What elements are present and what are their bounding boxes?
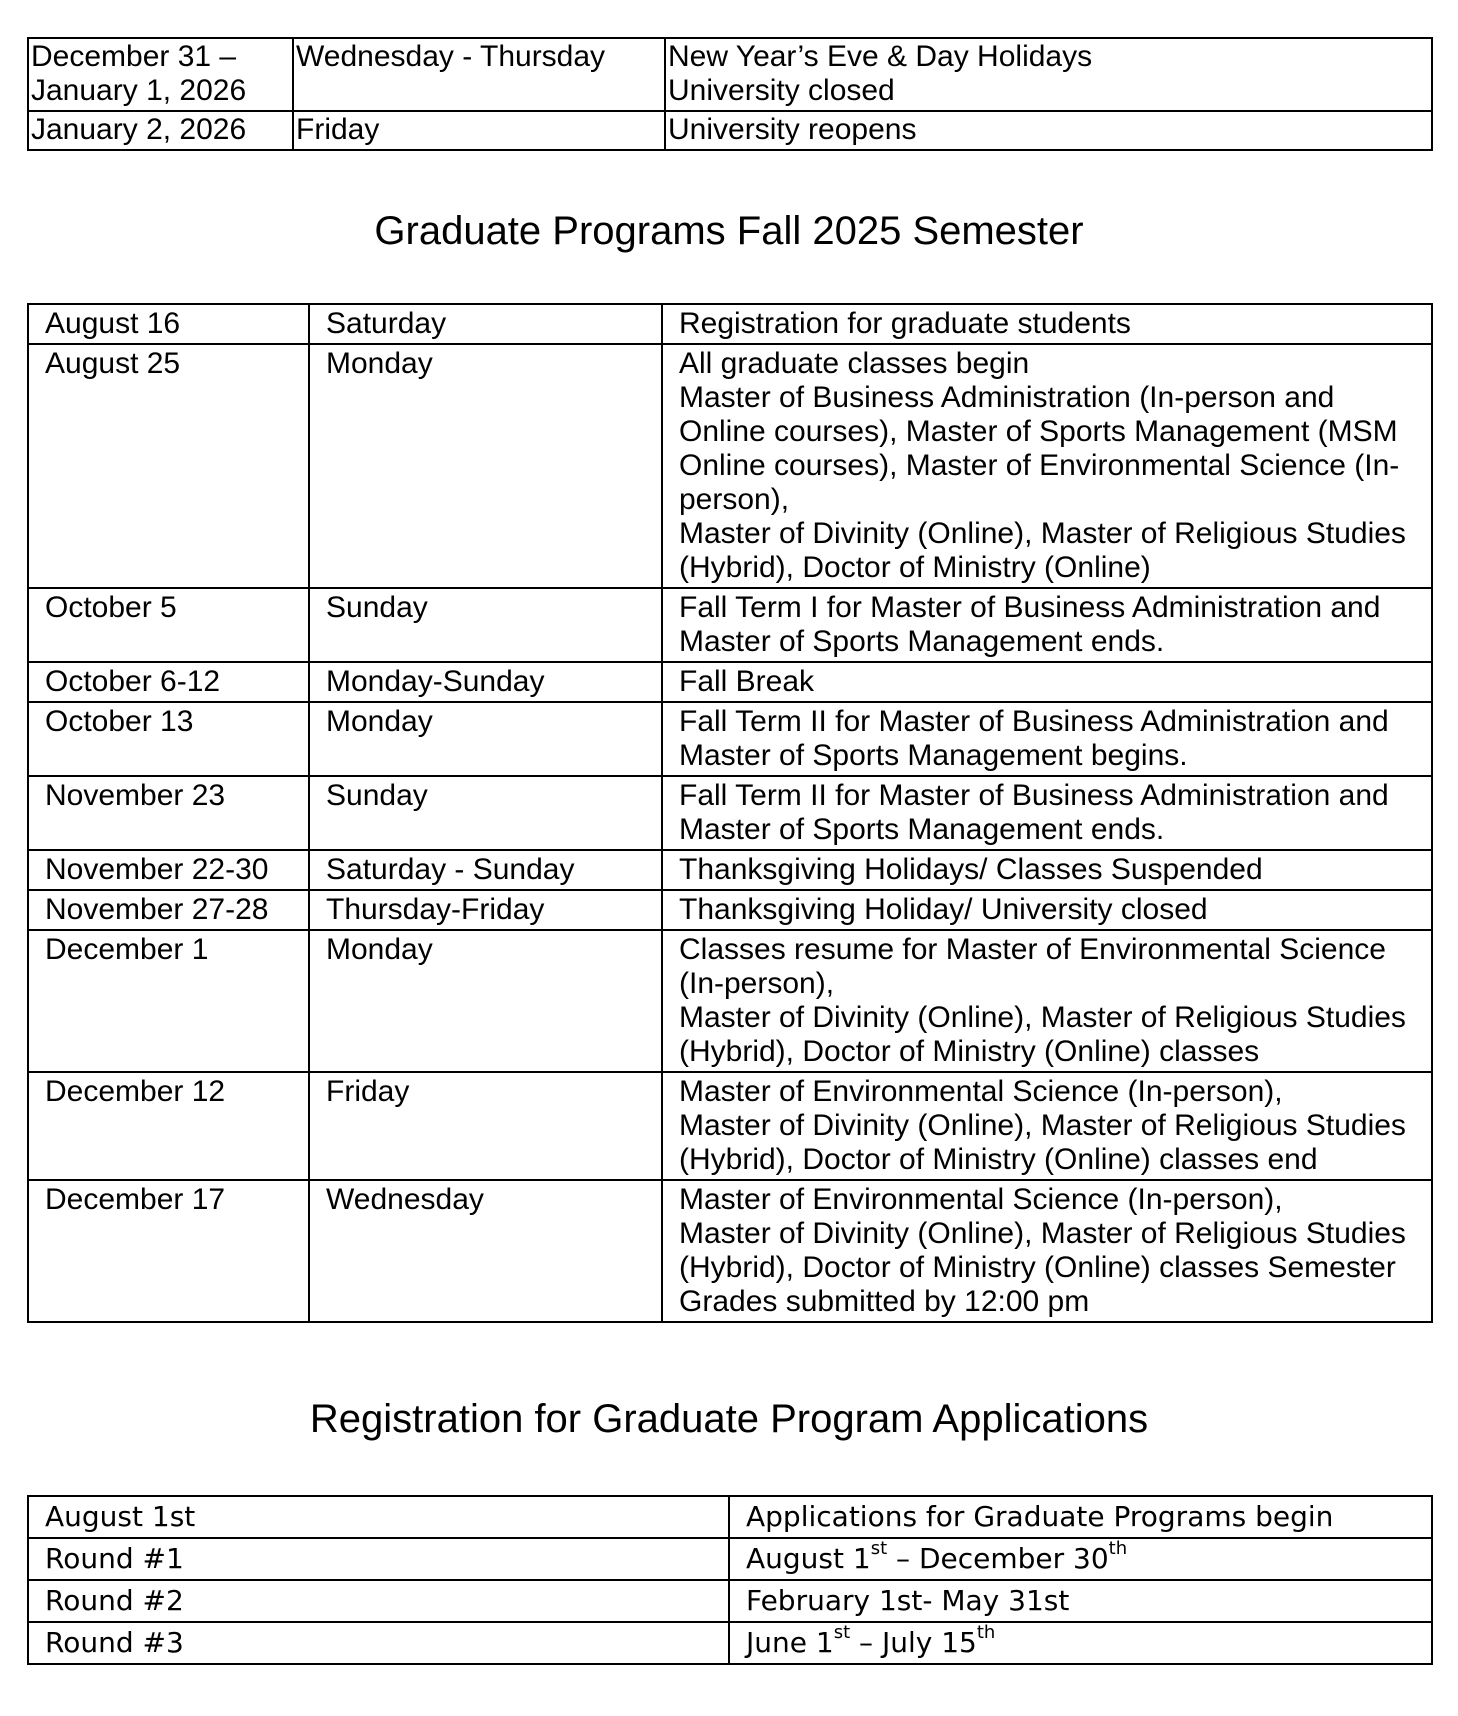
fall-row bbox=[28, 702, 1432, 776]
fall-day-cell: Saturday - Sunday bbox=[309, 850, 662, 890]
applications-title: Registration for Graduate Program Applications bbox=[309, 1397, 1149, 1441]
application-label-cell: Round #2 bbox=[28, 1580, 729, 1622]
fall-date-cell: November 27-28 bbox=[28, 890, 309, 930]
holiday-date-line: January 1, 2026 bbox=[31, 74, 247, 107]
fall-date-cell: December 17 bbox=[28, 1180, 309, 1322]
application-value-cell bbox=[729, 1538, 1432, 1580]
fall-desc-line: Thanksgiving Holidays/ Classes Suspended bbox=[679, 853, 1263, 886]
fall-date-cell: October 5 bbox=[28, 588, 309, 662]
holiday-row bbox=[28, 111, 1432, 150]
fall-row bbox=[28, 304, 1432, 344]
application-value-cell bbox=[729, 1622, 1432, 1664]
fall-desc-cell bbox=[662, 890, 1432, 930]
fall-desc-line: Master of Divinity (Online), Master of Religious Studies (Hybrid), Doctor of Ministry (Online) classes end bbox=[679, 1109, 1406, 1176]
fall-day-cell: Monday bbox=[309, 344, 662, 588]
fall-row bbox=[28, 850, 1432, 890]
fall-desc-cell bbox=[662, 304, 1432, 344]
fall-date-cell: August 16 bbox=[28, 304, 309, 344]
application-value-text: – December 30 bbox=[887, 1542, 1109, 1575]
fall-desc-line: All graduate classes begin bbox=[679, 347, 1030, 380]
fall-desc-line: Fall Break bbox=[679, 665, 815, 698]
application-row bbox=[28, 1622, 1432, 1664]
holiday-date-line: December 31 – bbox=[31, 40, 237, 73]
ordinal-suffix: st bbox=[870, 1537, 888, 1559]
application-value-text: June 1 bbox=[746, 1626, 834, 1659]
holiday-desc-cell bbox=[665, 38, 1432, 111]
fall-day-cell: Sunday bbox=[309, 588, 662, 662]
application-value-text: – July 15 bbox=[850, 1626, 977, 1659]
application-row bbox=[28, 1580, 1432, 1622]
fall-day-cell: Sunday bbox=[309, 776, 662, 850]
fall-semester-table bbox=[27, 303, 1433, 1323]
fall-desc-line: Master of Business Administration (In-person and Online courses), Master of Sports Management (MSM Online courses), Master of Environmental Science (In-person), bbox=[679, 381, 1400, 516]
fall-day-cell: Thursday-Friday bbox=[309, 890, 662, 930]
application-row bbox=[28, 1496, 1432, 1538]
application-label-cell: August 1st bbox=[28, 1496, 729, 1538]
fall-desc-line: Fall Term I for Master of Business Administration and Master of Sports Management ends. bbox=[679, 591, 1381, 658]
fall-desc-line: Master of Divinity (Online), Master of Religious Studies (Hybrid), Doctor of Ministry (Online) classes Semester Grades submitted by 12:00 pm bbox=[679, 1217, 1406, 1318]
holiday-desc-line: University reopens bbox=[668, 113, 917, 146]
fall-row bbox=[28, 930, 1432, 1072]
fall-desc-line: Master of Environmental Science (In-person), bbox=[679, 1183, 1283, 1216]
fall-day-cell: Friday bbox=[309, 1072, 662, 1180]
holiday-date-line: January 2, 2026 bbox=[31, 113, 247, 146]
fall-desc-cell bbox=[662, 1072, 1432, 1180]
fall-desc-line: Master of Divinity (Online), Master of Religious Studies (Hybrid), Doctor of Ministry (Online) bbox=[679, 517, 1406, 584]
holiday-day-cell: Wednesday - Thursday bbox=[293, 38, 665, 111]
fall-desc-line: Classes resume for Master of Environmental Science (In-person), bbox=[679, 933, 1386, 1000]
holiday-table bbox=[27, 37, 1433, 151]
ordinal-suffix: st bbox=[833, 1621, 851, 1643]
fall-row bbox=[28, 588, 1432, 662]
fall-day-cell: Saturday bbox=[309, 304, 662, 344]
holiday-date-cell bbox=[28, 38, 293, 111]
application-row bbox=[28, 1538, 1432, 1580]
holiday-day-cell: Friday bbox=[293, 111, 665, 150]
ordinal-suffix: th bbox=[1108, 1537, 1128, 1559]
fall-date-cell: October 13 bbox=[28, 702, 309, 776]
fall-desc-cell bbox=[662, 344, 1432, 588]
holiday-date-cell bbox=[28, 111, 293, 150]
fall-date-cell: November 22-30 bbox=[28, 850, 309, 890]
fall-row bbox=[28, 344, 1432, 588]
holiday-desc-line: New Year’s Eve & Day Holidays bbox=[668, 40, 1093, 73]
fall-row bbox=[28, 890, 1432, 930]
application-value-cell bbox=[729, 1496, 1432, 1538]
fall-desc-cell bbox=[662, 850, 1432, 890]
fall-desc-cell bbox=[662, 662, 1432, 702]
fall-desc-line: Thanksgiving Holiday/ University closed bbox=[679, 893, 1208, 926]
application-label-cell: Round #3 bbox=[28, 1622, 729, 1664]
holiday-desc-line: University closed bbox=[668, 74, 895, 107]
fall-desc-line: Master of Divinity (Online), Master of Religious Studies (Hybrid), Doctor of Ministry (Online) classes bbox=[679, 1001, 1406, 1068]
fall-date-cell: August 25 bbox=[28, 344, 309, 588]
fall-date-cell: October 6-12 bbox=[28, 662, 309, 702]
fall-semester-table-body bbox=[28, 304, 1432, 1322]
fall-desc-line: Fall Term II for Master of Business Administration and Master of Sports Management begins. bbox=[679, 705, 1389, 772]
ordinal-suffix: th bbox=[976, 1621, 996, 1643]
fall-desc-line: Registration for graduate students bbox=[679, 307, 1131, 340]
fall-row bbox=[28, 662, 1432, 702]
holiday-desc-cell bbox=[665, 111, 1432, 150]
fall-date-cell: November 23 bbox=[28, 776, 309, 850]
holiday-table-body bbox=[28, 38, 1432, 150]
fall-desc-cell bbox=[662, 776, 1432, 850]
fall-desc-cell bbox=[662, 1180, 1432, 1322]
applications-table-body bbox=[28, 1496, 1432, 1664]
application-value-text: February 1st- May 31st bbox=[746, 1584, 1070, 1617]
holiday-row bbox=[28, 38, 1432, 111]
application-value-text: August 1 bbox=[746, 1542, 871, 1575]
fall-row bbox=[28, 1072, 1432, 1180]
fall-day-cell: Wednesday bbox=[309, 1180, 662, 1322]
fall-date-cell: December 1 bbox=[28, 930, 309, 1072]
fall-row bbox=[28, 776, 1432, 850]
application-label-cell: Round #1 bbox=[28, 1538, 729, 1580]
fall-desc-cell bbox=[662, 588, 1432, 662]
application-value-cell bbox=[729, 1580, 1432, 1622]
application-value-text: Applications for Graduate Programs begin bbox=[746, 1500, 1334, 1533]
fall-day-cell: Monday-Sunday bbox=[309, 662, 662, 702]
fall-desc-cell bbox=[662, 702, 1432, 776]
fall-desc-line: Fall Term II for Master of Business Administration and Master of Sports Management ends. bbox=[679, 779, 1389, 846]
fall-day-cell: Monday bbox=[309, 930, 662, 1072]
fall-semester-title: Graduate Programs Fall 2025 Semester bbox=[374, 209, 1084, 253]
fall-date-cell: December 12 bbox=[28, 1072, 309, 1180]
fall-desc-cell bbox=[662, 930, 1432, 1072]
fall-row bbox=[28, 1180, 1432, 1322]
fall-desc-line: Master of Environmental Science (In-person), bbox=[679, 1075, 1283, 1108]
applications-table bbox=[27, 1495, 1433, 1665]
fall-day-cell: Monday bbox=[309, 702, 662, 776]
